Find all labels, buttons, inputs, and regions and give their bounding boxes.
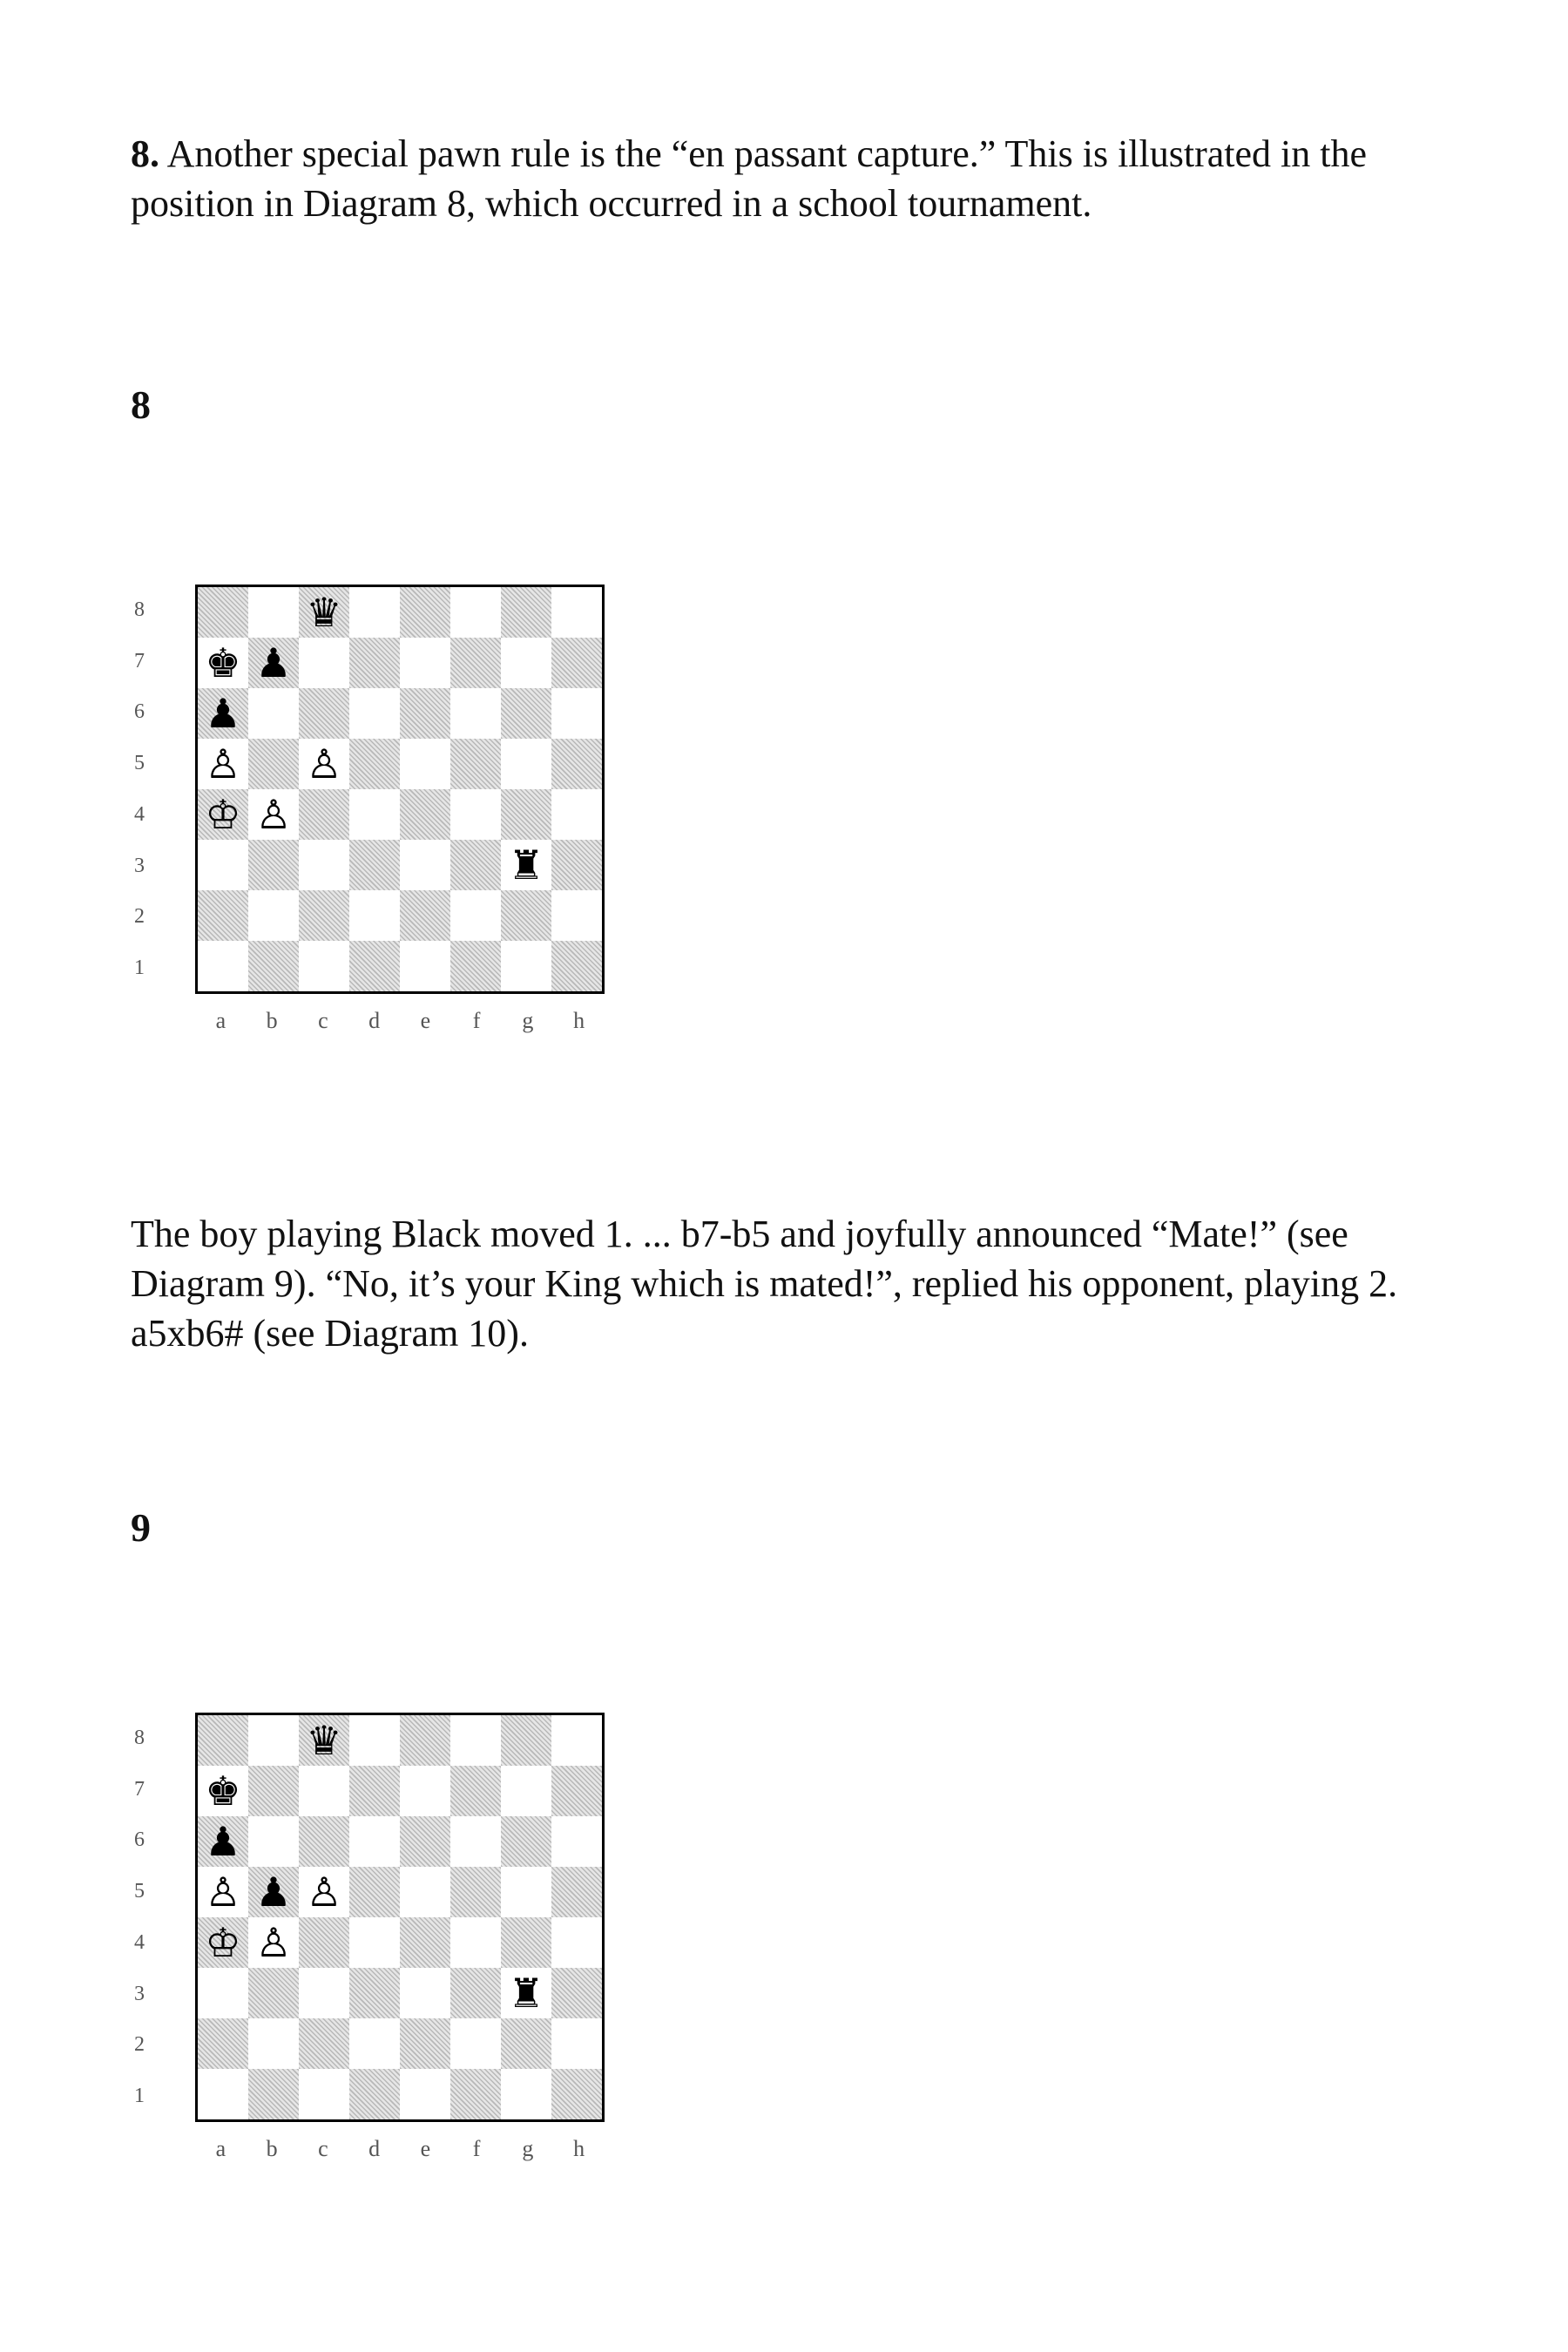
square-g6 — [501, 1816, 551, 1867]
square-f4 — [450, 789, 501, 840]
square-b5 — [248, 1867, 299, 1917]
chess-piece-c5: ♙ — [306, 740, 342, 787]
square-b2 — [248, 2018, 299, 2069]
square-g2 — [501, 890, 551, 941]
square-g8 — [501, 587, 551, 638]
square-a8 — [198, 1715, 248, 1766]
paragraph-number: 8. — [131, 132, 159, 175]
square-d3 — [349, 1968, 400, 2018]
chess-piece-b5: ♟ — [255, 1869, 292, 1916]
square-h6 — [551, 688, 602, 739]
chess-piece-g3: ♜ — [508, 841, 544, 889]
square-c1 — [299, 2069, 349, 2119]
square-d4 — [349, 789, 400, 840]
square-b6 — [248, 688, 299, 739]
rank-label: 3 — [134, 1982, 145, 2005]
file-label: d — [368, 2136, 381, 2161]
square-e4 — [400, 789, 450, 840]
square-c5 — [299, 1867, 349, 1917]
square-f6 — [450, 688, 501, 739]
square-h2 — [551, 2018, 602, 2069]
rank-label: 4 — [134, 802, 145, 826]
square-c7 — [299, 1766, 349, 1816]
rank-label: 1 — [134, 956, 145, 980]
square-d6 — [349, 1816, 400, 1867]
square-b7 — [248, 1766, 299, 1816]
square-f1 — [450, 941, 501, 991]
file-label: h — [573, 1008, 585, 1033]
rank-label: 7 — [134, 1777, 145, 1801]
square-c8 — [299, 587, 349, 638]
square-d8 — [349, 587, 400, 638]
chess-piece-b4: ♙ — [255, 791, 292, 838]
chess-piece-c5: ♙ — [306, 1869, 342, 1916]
square-h6 — [551, 1816, 602, 1867]
square-g7 — [501, 638, 551, 688]
square-f5 — [450, 1867, 501, 1917]
file-label: d — [368, 1008, 381, 1033]
square-e3 — [400, 840, 450, 890]
square-f2 — [450, 890, 501, 941]
square-c3 — [299, 1968, 349, 2018]
square-e5 — [400, 739, 450, 789]
file-label: a — [215, 2136, 226, 2161]
square-g6 — [501, 688, 551, 739]
square-e1 — [400, 2069, 450, 2119]
square-f7 — [450, 1766, 501, 1816]
square-g5 — [501, 739, 551, 789]
file-label: b — [266, 2136, 278, 2161]
square-a8 — [198, 587, 248, 638]
chess-piece-a7: ♚ — [205, 1767, 241, 1815]
square-a3 — [198, 840, 248, 890]
square-f3 — [450, 840, 501, 890]
rank-labels — [134, 585, 169, 994]
square-d2 — [349, 2018, 400, 2069]
diagram-9-label: 9 — [131, 1505, 151, 1550]
square-d5 — [349, 1867, 400, 1917]
square-c2 — [299, 890, 349, 941]
square-g7 — [501, 1766, 551, 1816]
file-label: c — [318, 1008, 328, 1033]
square-a7 — [198, 1766, 248, 1816]
rank-label: 4 — [134, 1930, 145, 1954]
square-b7 — [248, 638, 299, 688]
chess-piece-b7: ♟ — [255, 639, 292, 686]
chess-piece-a4: ♔ — [205, 1919, 241, 1966]
square-b4 — [248, 789, 299, 840]
square-g4 — [501, 789, 551, 840]
square-c6 — [299, 1816, 349, 1867]
file-labels — [195, 1008, 605, 1043]
square-e7 — [400, 1766, 450, 1816]
square-c7 — [299, 638, 349, 688]
rank-label: 6 — [134, 1828, 145, 1852]
paragraph-intro — [131, 129, 1490, 228]
rank-label: 5 — [134, 752, 145, 775]
file-labels — [195, 2136, 605, 2171]
file-label: a — [215, 1008, 226, 1033]
square-h4 — [551, 789, 602, 840]
rank-label: 7 — [134, 649, 145, 672]
square-d3 — [349, 840, 400, 890]
square-d1 — [349, 941, 400, 991]
square-h8 — [551, 1715, 602, 1766]
square-b4 — [248, 1917, 299, 1968]
square-b3 — [248, 840, 299, 890]
chess-piece-a4: ♔ — [205, 791, 241, 838]
square-b3 — [248, 1968, 299, 2018]
square-g8 — [501, 1715, 551, 1766]
rank-label: 1 — [134, 2085, 145, 2108]
chess-piece-g3: ♜ — [508, 1970, 544, 2017]
square-f8 — [450, 587, 501, 638]
square-a6 — [198, 1816, 248, 1867]
square-a7 — [198, 638, 248, 688]
square-g3 — [501, 840, 551, 890]
square-a2 — [198, 890, 248, 941]
rank-label: 6 — [134, 700, 145, 724]
square-d7 — [349, 638, 400, 688]
square-e4 — [400, 1917, 450, 1968]
square-b8 — [248, 587, 299, 638]
square-e2 — [400, 2018, 450, 2069]
chess-piece-a5: ♙ — [205, 1869, 241, 1916]
rank-label: 8 — [134, 598, 145, 621]
square-f5 — [450, 739, 501, 789]
square-g5 — [501, 1867, 551, 1917]
chess-piece-b4: ♙ — [255, 1919, 292, 1966]
square-a5 — [198, 1867, 248, 1917]
square-e5 — [400, 1867, 450, 1917]
square-h3 — [551, 1968, 602, 2018]
square-a2 — [198, 2018, 248, 2069]
square-d5 — [349, 739, 400, 789]
square-f3 — [450, 1968, 501, 2018]
square-c2 — [299, 2018, 349, 2069]
square-d7 — [349, 1766, 400, 1816]
chess-board — [195, 585, 605, 994]
square-g1 — [501, 2069, 551, 2119]
square-c8 — [299, 1715, 349, 1766]
square-a4 — [198, 789, 248, 840]
square-h5 — [551, 739, 602, 789]
file-label: f — [472, 2136, 481, 2161]
square-d1 — [349, 2069, 400, 2119]
square-a6 — [198, 688, 248, 739]
square-d4 — [349, 1917, 400, 1968]
file-label: g — [522, 2136, 534, 2161]
square-b1 — [248, 941, 299, 991]
chess-piece-c8: ♛ — [306, 1717, 342, 1764]
square-e6 — [400, 1816, 450, 1867]
square-e1 — [400, 941, 450, 991]
square-e8 — [400, 587, 450, 638]
square-e6 — [400, 688, 450, 739]
rank-label: 5 — [134, 1880, 145, 1903]
square-a4 — [198, 1917, 248, 1968]
square-h1 — [551, 941, 602, 991]
square-e3 — [400, 1968, 450, 2018]
chess-piece-a7: ♚ — [205, 639, 241, 686]
square-h7 — [551, 638, 602, 688]
square-f1 — [450, 2069, 501, 2119]
chess-piece-a6: ♟ — [205, 690, 241, 737]
square-h3 — [551, 840, 602, 890]
square-c1 — [299, 941, 349, 991]
square-c3 — [299, 840, 349, 890]
square-h4 — [551, 1917, 602, 1968]
chess-piece-a6: ♟ — [205, 1818, 241, 1865]
square-h1 — [551, 2069, 602, 2119]
paragraph-intro-text: Another special pawn rule is the “en passant capture.” This is illustrated in the position in Diagram 8, which occurred in a school tournament. — [131, 132, 1368, 225]
square-b8 — [248, 1715, 299, 1766]
square-h5 — [551, 1867, 602, 1917]
square-h7 — [551, 1766, 602, 1816]
square-d8 — [349, 1715, 400, 1766]
chess-board — [195, 1713, 605, 2122]
square-f2 — [450, 2018, 501, 2069]
square-g4 — [501, 1917, 551, 1968]
file-label: f — [472, 1008, 481, 1033]
square-c4 — [299, 1917, 349, 1968]
chess-diagram-8 — [122, 579, 610, 1067]
file-label: e — [420, 2136, 431, 2161]
rank-label: 2 — [134, 905, 145, 929]
file-label: h — [573, 2136, 585, 2161]
paragraph-en-passant: The boy playing Black moved 1. ... b7-b5 and joyfully announced “Mate!” (see Diagram 9). “No, it’s your King which is mated!”, replied his opponent, playing 2. a5xb6# (see Diagram 10). — [131, 1213, 1398, 1355]
square-b5 — [248, 739, 299, 789]
file-label: b — [266, 1008, 278, 1033]
square-d2 — [349, 890, 400, 941]
file-label: e — [420, 1008, 431, 1033]
square-c4 — [299, 789, 349, 840]
square-g2 — [501, 2018, 551, 2069]
chess-diagram-9 — [122, 1707, 610, 2195]
rank-label: 8 — [134, 1726, 145, 1749]
diagram-8-label: 8 — [131, 382, 151, 427]
square-b2 — [248, 890, 299, 941]
rank-label: 3 — [134, 854, 145, 877]
file-label: c — [318, 2136, 328, 2161]
square-e8 — [400, 1715, 450, 1766]
square-c5 — [299, 739, 349, 789]
file-label: g — [522, 1008, 534, 1033]
square-f4 — [450, 1917, 501, 1968]
square-e2 — [400, 890, 450, 941]
chess-piece-a5: ♙ — [205, 740, 241, 787]
square-h8 — [551, 587, 602, 638]
square-g3 — [501, 1968, 551, 2018]
square-f7 — [450, 638, 501, 688]
square-b1 — [248, 2069, 299, 2119]
square-a1 — [198, 2069, 248, 2119]
square-h2 — [551, 890, 602, 941]
square-a1 — [198, 941, 248, 991]
square-e7 — [400, 638, 450, 688]
square-a5 — [198, 739, 248, 789]
rank-label: 2 — [134, 2033, 145, 2057]
square-g1 — [501, 941, 551, 991]
square-a3 — [198, 1968, 248, 2018]
square-f6 — [450, 1816, 501, 1867]
square-f8 — [450, 1715, 501, 1766]
rank-labels — [134, 1713, 169, 2122]
square-b6 — [248, 1816, 299, 1867]
square-d6 — [349, 688, 400, 739]
chess-piece-c8: ♛ — [306, 589, 342, 636]
square-c6 — [299, 688, 349, 739]
